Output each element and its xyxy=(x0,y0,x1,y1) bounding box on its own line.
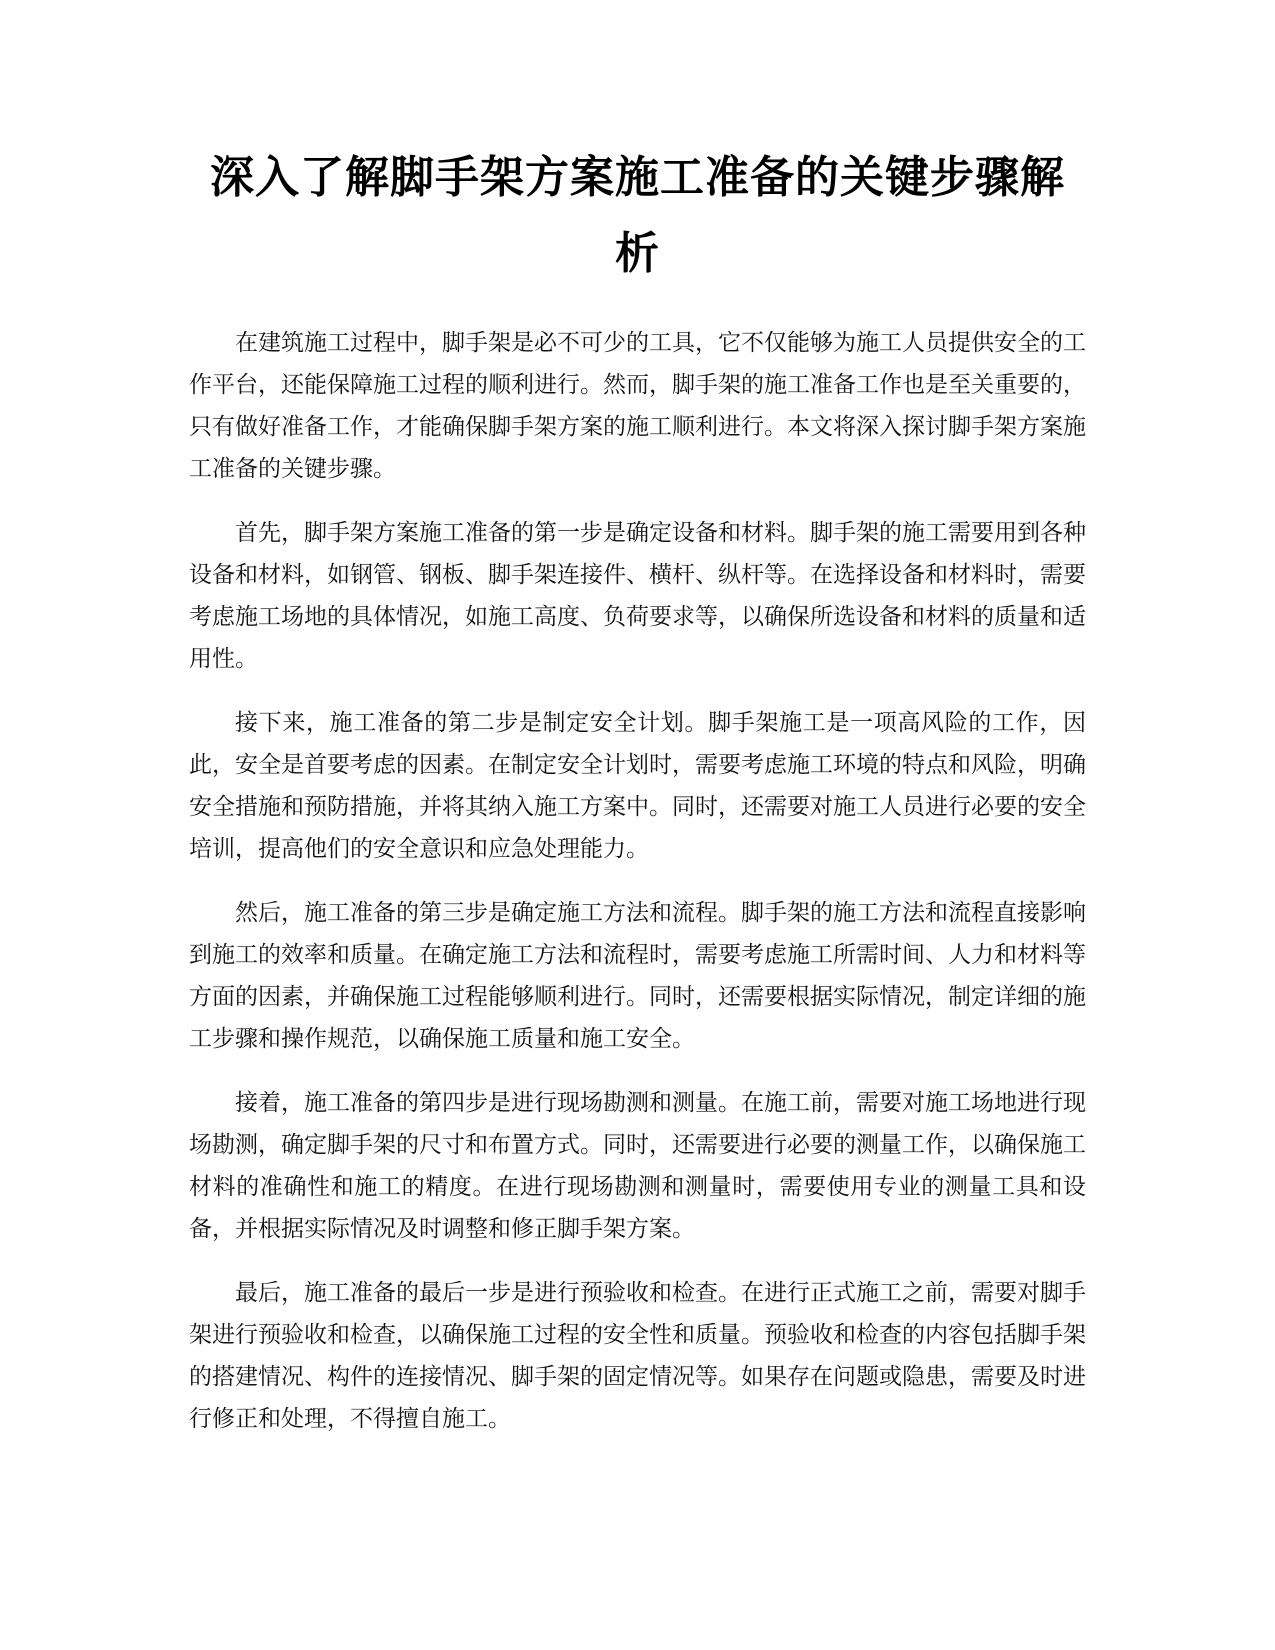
paragraph-step-5: 最后，施工准备的最后一步是进行预验收和检查。在进行正式施工之前，需要对脚手架进行预验收和检查，以确保施工过程的安全性和质量。预验收和检查的内容包括脚手架的搭建情况、构件的连接情况、脚手架的固定情况等。如果存在问题或隐患，需要及时进行修正和处理，不得擅自施工。 xyxy=(189,1280,1086,1432)
paragraph-intro: 在建筑施工过程中，脚手架是必不可少的工具，它不仅能够为施工人员提供安全的工作平台，还能保障施工过程的顺利进行。然而，脚手架的施工准备工作也是至关重要的，只有做好准备工作，才能确保脚手架方案的施工顺利进行。本文将深入探讨脚手架方案施工准备的关键步骤。 xyxy=(189,330,1086,482)
paragraph-step-3: 然后，施工准备的第三步是确定施工方法和流程。脚手架的施工方法和流程直接影响到施工的效率和质量。在确定施工方法和流程时，需要考虑施工所需时间、人力和材料等方面的因素，并确保施工过程能够顺利进行。同时，还需要根据实际情况，制定详细的施工步骤和操作规范，以确保施工质量和施工安全。 xyxy=(189,900,1086,1052)
paragraph-step-2: 接下来，施工准备的第二步是制定安全计划。脚手架施工是一项高风险的工作，因此，安全是首要考虑的因素。在制定安全计划时，需要考虑施工环境的特点和风险，明确安全措施和预防措施，并将其纳入施工方案中。同时，还需要对施工人员进行必要的安全培训，提高他们的安全意识和应急处理能力。 xyxy=(189,710,1086,862)
paragraph-step-4: 接着，施工准备的第四步是进行现场勘测和测量。在施工前，需要对施工场地进行现场勘测，确定脚手架的尺寸和布置方式。同时，还需要进行必要的测量工作，以确保施工材料的准确性和施工的精度。在进行现场勘测和测量时，需要使用专业的测量工具和设备，并根据实际情况及时调整和修正脚手架方案。 xyxy=(189,1090,1086,1242)
document-body xyxy=(189,322,1086,1462)
paragraph-step-1: 首先，脚手架方案施工准备的第一步是确定设备和材料。脚手架的施工需要用到各种设备和材料，如钢管、钢板、脚手架连接件、横杆、纵杆等。在选择设备和材料时，需要考虑施工场地的具体情况，如施工高度、负荷要求等，以确保所选设备和材料的质量和适用性。 xyxy=(189,520,1086,672)
document-title: 深入了解脚手架方案施工准备的关键步骤解析 xyxy=(210,152,1065,279)
